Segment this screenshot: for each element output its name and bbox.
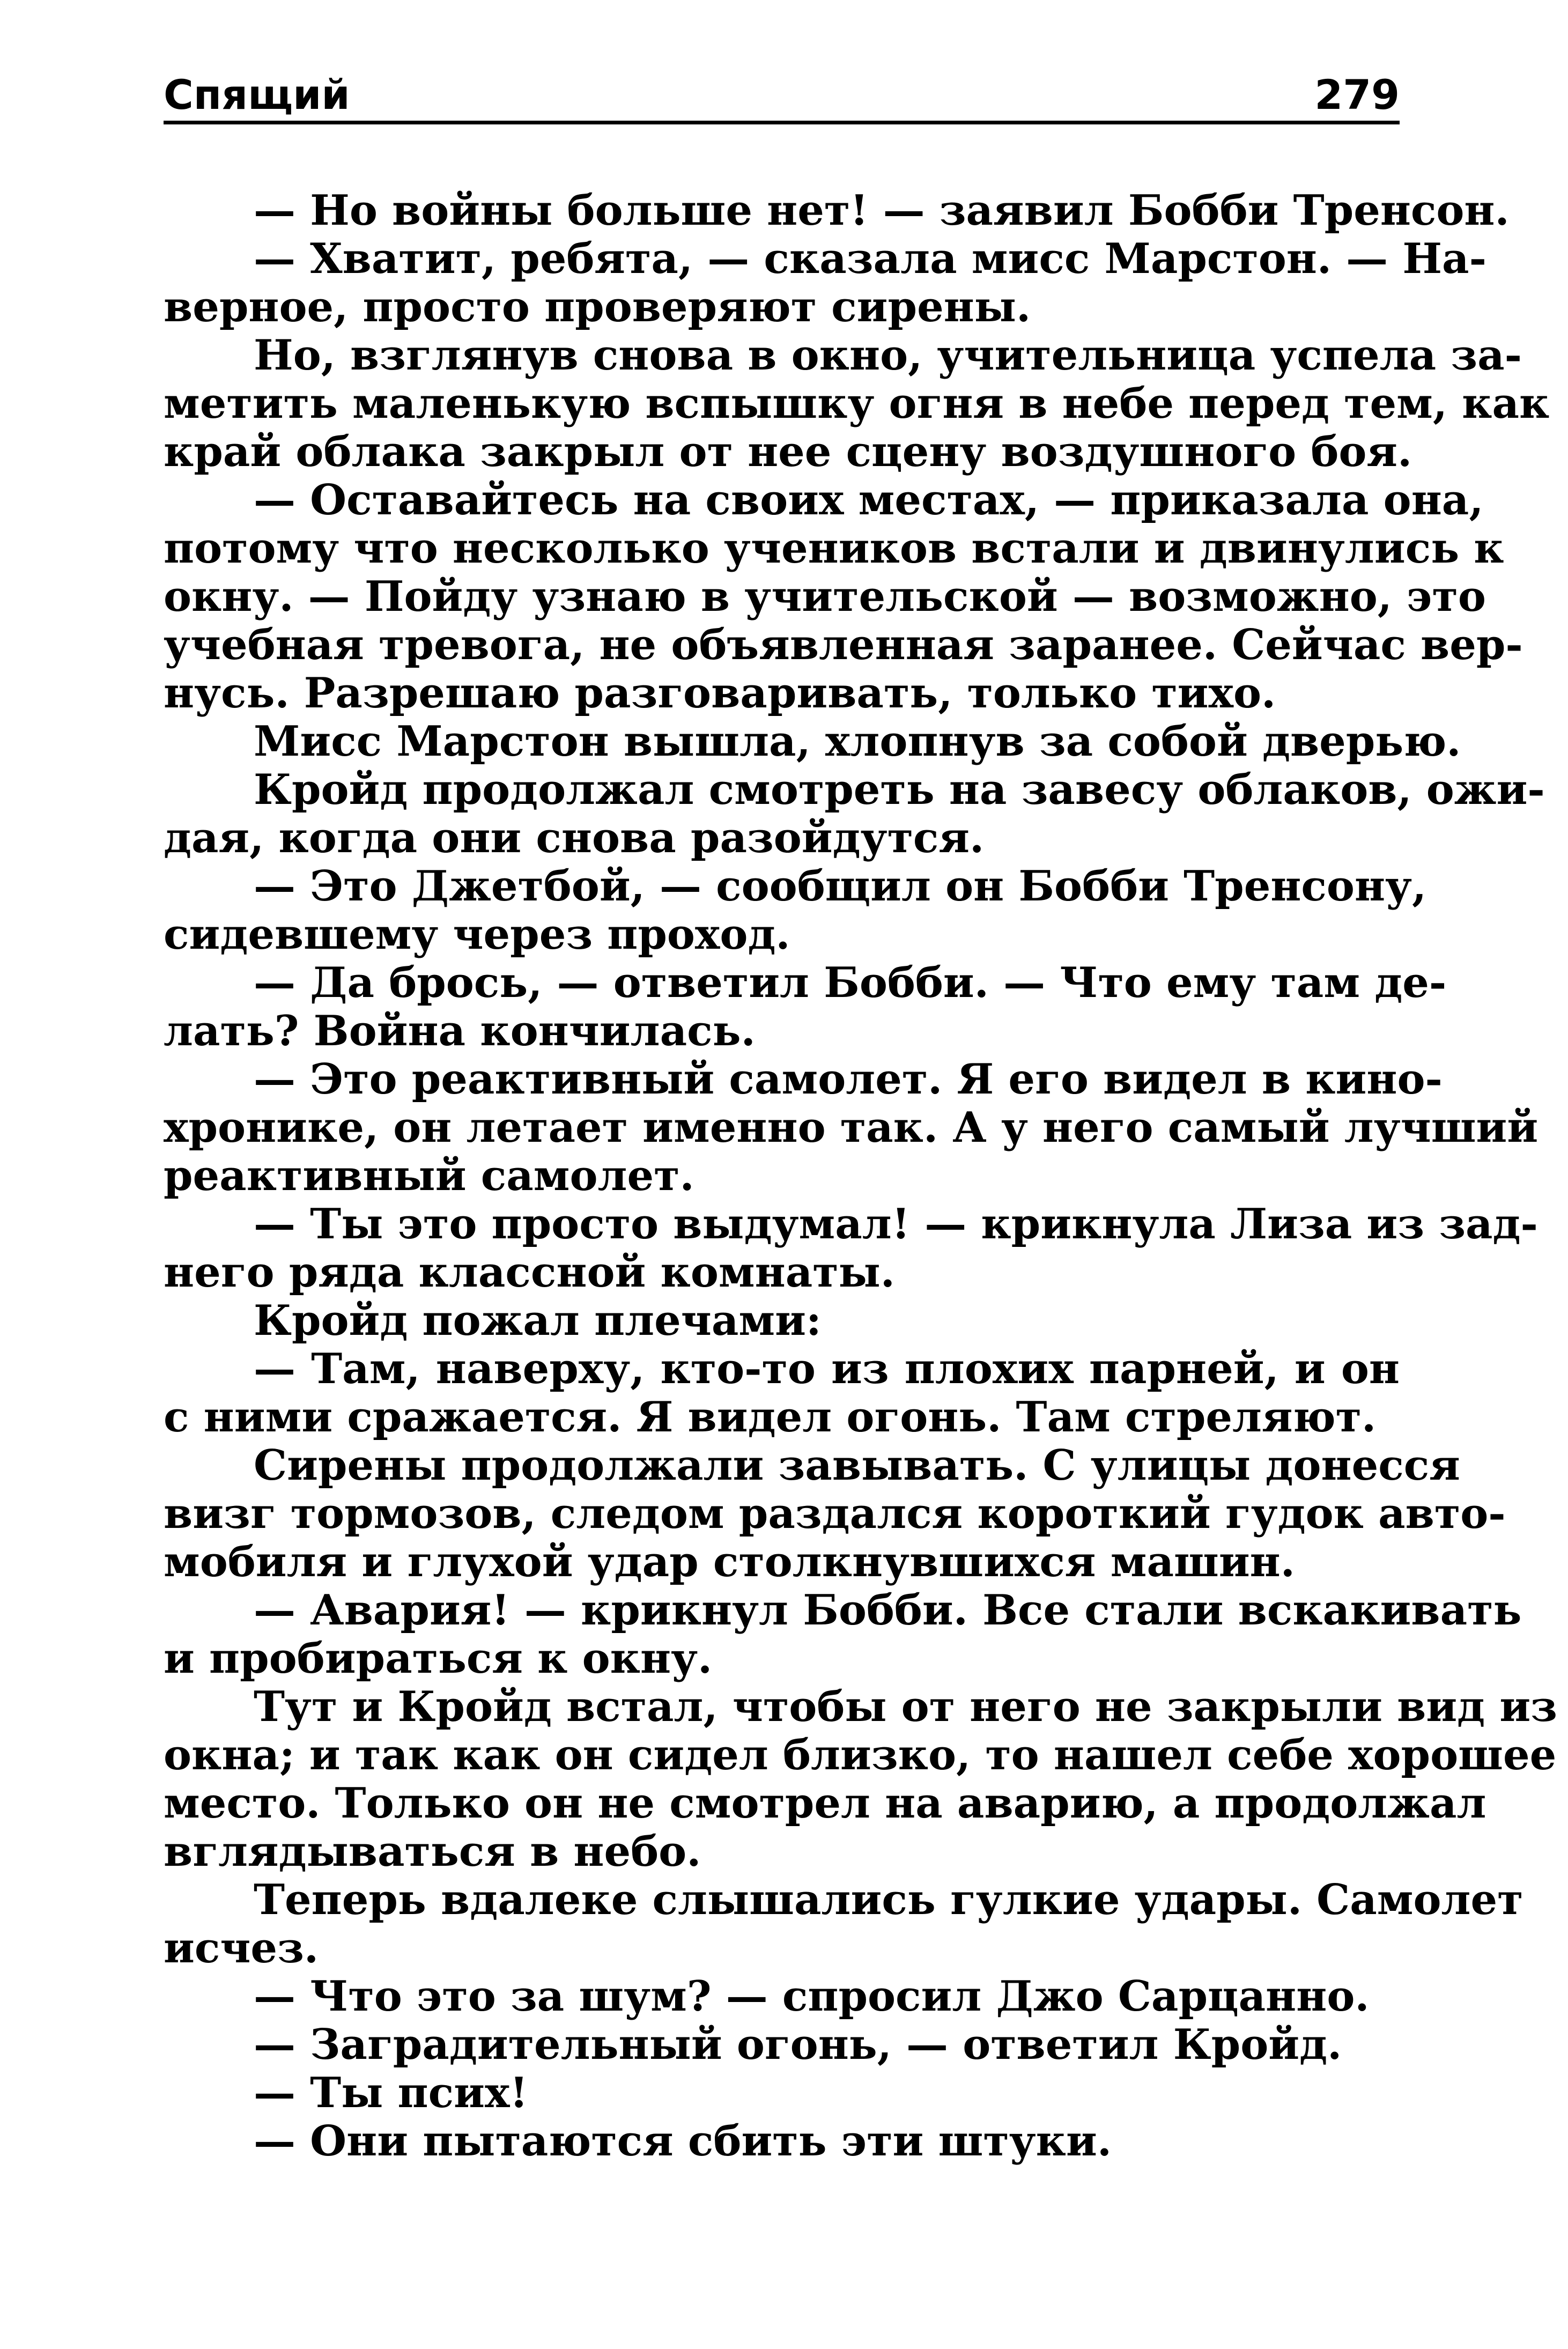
text-line: нусь. Разрешаю разговаривать, только тихо.: [164, 669, 1276, 718]
text-line: Теперь вдалеке слышались гулкие удары. Самолет: [254, 1875, 1523, 1924]
paragraph: [164, 2021, 1400, 2069]
text-line: окна; и так как он сидел близко, то нашел себе хорошее: [164, 1731, 1557, 1779]
text-line: — Авария! — крикнул Бобби. Все стали вскакивать: [254, 1586, 1522, 1635]
paragraph: [164, 1297, 1400, 1345]
text-line: дая, когда они снова разойдутся.: [164, 814, 985, 862]
text-line: сидевшему через проход.: [164, 910, 790, 959]
text-line: — Заградительный огонь, — ответил Кройд.: [254, 2020, 1342, 2069]
paragraph: [164, 717, 1461, 766]
paragraph: [164, 2117, 1400, 2166]
text-line: место. Только он не смотрел на аварию, а продолжал: [164, 1779, 1486, 1828]
text-line: — Ты псих!: [254, 2069, 528, 2117]
text-line: него ряда классной комнаты.: [164, 1248, 895, 1297]
text-line: Тут и Кройд встал, чтобы от него не закрыли вид из: [254, 1682, 1557, 1731]
text-line: и пробираться к окну.: [164, 1634, 713, 1683]
text-line: — Это реактивный самолет. Я его видел в кино-: [254, 1055, 1443, 1104]
text-line: реактивный самолет.: [164, 1151, 694, 1200]
paragraph: [164, 1586, 1522, 1683]
text-line: Кройд продолжал смотреть на завесу облаков, ожи-: [254, 765, 1545, 814]
text-line: — Оставайтесь на своих местах, — приказала она,: [254, 476, 1484, 525]
paragraph: [164, 331, 1550, 476]
text-line: исчез.: [164, 1924, 319, 1973]
text-line: Мисс Марстон вышла, хлопнув за собой дверью.: [254, 717, 1461, 766]
text-line: — Да брось, — ответил Бобби. — Что ему там де-: [254, 958, 1447, 1007]
text-line: — Хватит, ребята, — сказала мисс Марстон. — На-: [254, 234, 1486, 283]
text-line: верное, просто проверяют сирены.: [164, 283, 1031, 331]
text-line: с ними сражается. Я видел огонь. Там стреляют.: [164, 1393, 1377, 1442]
page-number: 279: [1314, 71, 1400, 119]
paragraph: [164, 1441, 1506, 1586]
paragraph: [164, 958, 1447, 1055]
body-text: [164, 186, 1557, 2166]
text-line: мобиля и глухой удар столкнувшихся машин.: [164, 1538, 1295, 1586]
text-line: — Там, наверху, кто-то из плохих парней, и он: [254, 1345, 1400, 1393]
running-title: Спящий: [164, 71, 350, 119]
paragraph: [164, 476, 1523, 718]
paragraph: [164, 765, 1545, 862]
paragraph: [164, 1200, 1538, 1297]
text-line: окну. — Пойду узнаю в учительской — возможно, это: [164, 572, 1486, 621]
text-line: потому что несколько учеников встали и двинулись к: [164, 524, 1504, 573]
page-header: [164, 51, 1400, 119]
text-line: лать? Война кончилась.: [164, 1007, 756, 1055]
paragraph: [164, 1682, 1557, 1876]
paragraph: [164, 1345, 1400, 1442]
paragraph: [164, 1055, 1539, 1200]
paragraph: [164, 1875, 1523, 1973]
paragraph: [164, 1973, 1400, 2021]
text-line: Сирены продолжали завывать. С улицы донесся: [254, 1441, 1460, 1490]
text-line: — Они пытаются сбить эти штуки.: [254, 2117, 1112, 2166]
text-line: визг тормозов, следом раздался короткий гудок авто-: [164, 1489, 1506, 1538]
text-line: край облака закрыл от нее сцену воздушного боя.: [164, 427, 1412, 476]
text-line: — Но войны больше нет! — заявил Бобби Тренсон.: [254, 186, 1510, 235]
text-line: учебная тревога, не объявленная заранее. Сейчас вер-: [164, 621, 1523, 669]
text-line: метить маленькую вспышку огня в небе перед тем, как: [164, 379, 1550, 428]
text-line: Но, взглянув снова в окно, учительница успела за-: [254, 331, 1522, 380]
paragraph: [164, 186, 1510, 235]
text-line: вглядываться в небо.: [164, 1827, 701, 1876]
paragraph: [164, 2069, 1400, 2117]
paragraph: [164, 234, 1486, 331]
text-line: — Что это за шум? — спросил Джо Сарцанно.: [254, 1972, 1370, 2021]
text-line: — Это Джетбой, — сообщил он Бобби Тренсону,: [254, 862, 1427, 911]
text-line: хронике, он летает именно так. А у него самый лучший: [164, 1103, 1539, 1152]
header-rule: [164, 121, 1400, 124]
text-line: Кройд пожал плечами:: [254, 1296, 822, 1345]
text-line: — Ты это просто выдумал! — крикнула Лиза из зад-: [254, 1200, 1538, 1249]
paragraph: [164, 862, 1427, 959]
